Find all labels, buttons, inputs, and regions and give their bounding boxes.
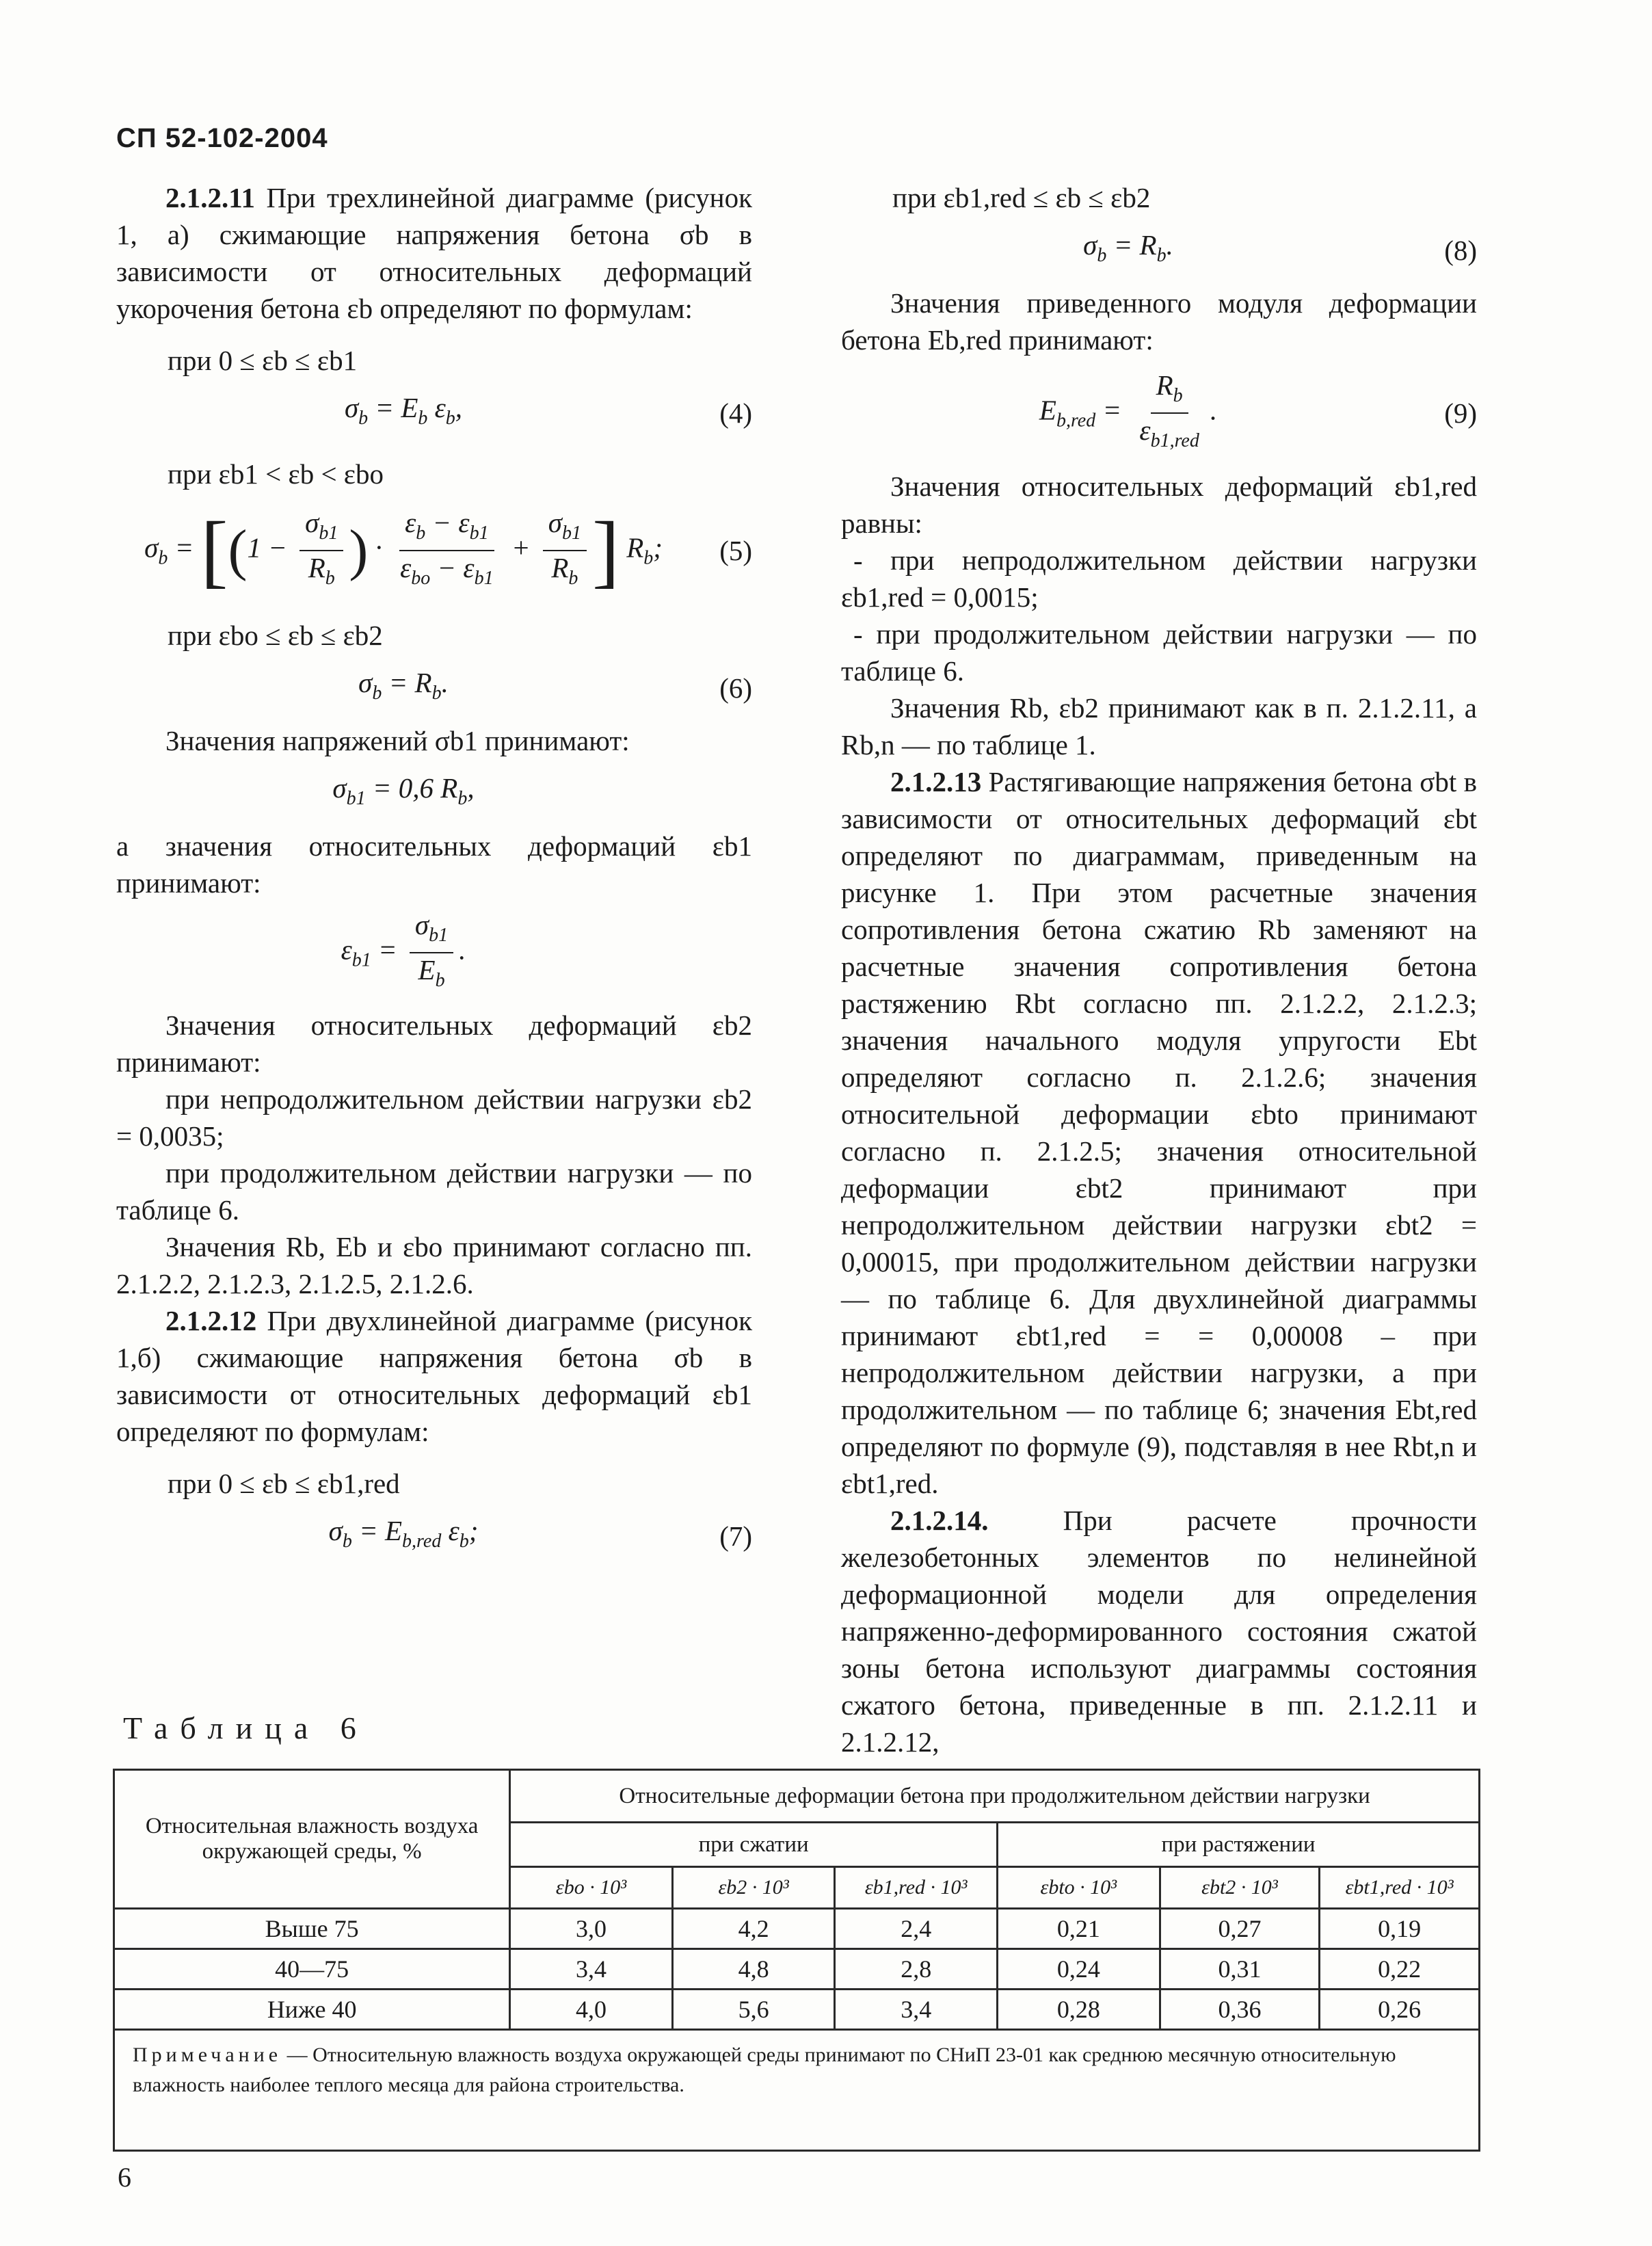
formula-number: (9) <box>1444 397 1477 429</box>
note-text: — Относительную влажность воздуха окружающей среды принимают по СНиП 23-01 как среднюю месячную относительную влажность наиболее теплого месяца для района строительства. <box>133 2044 1396 2096</box>
table-6 <box>113 1769 1480 2152</box>
paragraph-2-1-2-11: 2.1.2.11 При трехлинейной диаграмме (рисунок 1, а) сжимающие напряжения бетона σb в зависимости от относительных деформаций укорочения бетона εb определяют по формулам: <box>116 182 752 324</box>
formula-number: (7) <box>719 1520 752 1552</box>
left-column <box>116 179 752 1570</box>
paragraph-short-load: при непродолжительном действии нагрузки εb2 = 0,0035; <box>116 1083 752 1152</box>
row-label: 40—75 <box>114 1949 510 1990</box>
condition-1: при 0 ≤ εb ≤ εb1 <box>168 345 358 376</box>
table-cell: 0,24 <box>998 1949 1160 1990</box>
row-label: Выше 75 <box>114 1909 510 1949</box>
table-cell: 0,26 <box>1320 1990 1480 2030</box>
condition-5: при εb1,red ≤ εb ≤ εb2 <box>892 182 1151 213</box>
table-cell: 4,8 <box>672 1949 835 1990</box>
formula-6: $\sigma_b = R_b$. (6) <box>116 661 752 715</box>
paragraph-eps-b1: а значения относительных деформаций εb1 принимают: <box>116 830 752 899</box>
note-label: Примечание <box>133 2044 282 2066</box>
group-header-cell: Относительные деформации бетона при продолжительном действии нагрузки <box>510 1770 1480 1823</box>
formula-7: $\sigma_b = E_{b,red}$ $\varepsilon_b$; (7) <box>116 1509 752 1563</box>
formula-number: (5) <box>719 535 752 566</box>
paragraph-2-1-2-13: 2.1.2.13 Растягивающие напряжения бетона σbt в зависимости от относительных деформаций εbt определяют по диаграммам, приведенным на рисунке 1. При этом расчетные значения сопротивления бетона сжатию Rb заменяют на расчетные значения сопротивления бетона растяжению Rbt согласно пп. 2.1.2.2, 2.1.2.3; значения начального модуля упругости Ebt определяют согласно п. 2.1.2.6; значения относительной деформации εbto принимают согласно п. 2.1.2.5; значения относительной деформации εbt2 принимают при непродолжительном действии нагрузки εbt2 = 0,00015, при продолжительном действии нагрузки — по таблице 6. Для двухлинейной диаграммы принимают εbt1,red = = 0,00008 – при непродолжительном действии нагрузки, а при продолжительном — по таблице 6; значения Ebt,red определяют по формуле (9), подставляя в нее Rbt,n и εbt1,red. <box>841 766 1478 1499</box>
paragraph-eps-b1-red: Значения относительных деформаций εb1,red равны: <box>841 471 1477 539</box>
row-label: Ниже 40 <box>114 1990 510 2030</box>
table-cell: 4,0 <box>510 1990 673 2030</box>
subheader-compression: при сжатии <box>510 1823 998 1867</box>
formula-9: $E_{b,red}$ = $\frac{R_b}{\varepsilon_{b1,red}}$ . (9) <box>1039 369 1477 451</box>
column-header: εbt1,red · 10³ <box>1320 1867 1480 1909</box>
row-header-cell: Относительная влажность воздуха окружающей среды, % <box>114 1770 510 1909</box>
table-cell: 3,4 <box>835 1990 998 2030</box>
paragraph-2-1-2-12: 2.1.2.12 При двухлинейной диаграмме (рисунок 1,б) сжимающие напряжения бетона σb в зависимости от относительных деформаций εb1 определяют по формулам: <box>116 1305 752 1447</box>
table-cell: 0,31 <box>1160 1949 1320 1990</box>
section-number: 2.1.2.11 <box>165 182 255 213</box>
table-cell: 2,4 <box>835 1909 998 1949</box>
column-header: εb1,red · 10³ <box>835 1867 998 1909</box>
paragraph-sigma-b1: Значения напряжений σb1 принимают: <box>165 725 630 756</box>
table-row <box>114 1909 1480 1949</box>
table-cell: 3,0 <box>510 1909 673 1949</box>
formula-8: $\sigma_b = R_b$. (8) <box>841 223 1477 278</box>
formula-number: (8) <box>1444 235 1477 266</box>
column-header: εbt2 · 10³ <box>1160 1867 1320 1909</box>
document-code: СП 52-102-2004 <box>116 123 328 153</box>
table-cell: 0,22 <box>1320 1949 1480 1990</box>
subheader-tension: при растяжении <box>998 1823 1480 1867</box>
condition-4: при 0 ≤ εb ≤ εb1,red <box>168 1468 400 1499</box>
column-header: εbto · 10³ <box>998 1867 1160 1909</box>
column-header: εb2 · 10³ <box>672 1867 835 1909</box>
table-cell: 2,8 <box>835 1949 998 1990</box>
table-cell: 0,21 <box>998 1909 1160 1949</box>
table-cell: 0,36 <box>1160 1990 1320 2030</box>
table-cell: 0,27 <box>1160 1909 1320 1949</box>
table-cell: 4,2 <box>672 1909 835 1949</box>
paragraph-eb-red: Значения приведенного модуля деформации бетона Eb,red принимают: <box>841 287 1477 356</box>
table-cell: 3,4 <box>510 1949 673 1990</box>
section-number: 2.1.2.14. <box>890 1505 989 1536</box>
page-number: 6 <box>118 2162 131 2193</box>
table-row <box>114 1990 1480 2030</box>
formula-number: (4) <box>719 397 752 429</box>
paragraph-values-rb-eps: Значения Rb, εb2 принимают как в п. 2.1.2.11, а Rb,n — по таблице 1. <box>841 692 1477 761</box>
condition-2: при εb1 < εb < εbo <box>168 458 384 490</box>
formula-sigma-b1: $\sigma_{b1} = 0,6$ $R_b$, <box>332 772 475 809</box>
list-item-short-load: - при непродолжительном действии нагрузки εb1,red = 0,0015; <box>841 544 1477 613</box>
paragraph-values-rb: Значения Rb, Eb и εbo принимают согласно пп. 2.1.2.2, 2.1.2.3, 2.1.2.5, 2.1.2.6. <box>116 1231 752 1299</box>
section-number: 2.1.2.12 <box>165 1305 257 1336</box>
formula-5: $\sigma_b = [(1$ − $\frac{\sigma_{b1}}{R_b}$ ) · $\frac{\varepsilon_b - \varepsilon_{b1}}{\varepsilon_{bo} - \varepsilon_{b1}}$ + $\frac{\sigma_{b1}}{R_b}$ ] $R_b$; (5) <box>144 505 752 596</box>
table-cell: 0,19 <box>1320 1909 1480 1949</box>
section-number: 2.1.2.13 <box>890 766 982 797</box>
paragraph-2-1-2-14: 2.1.2.14. При расчете прочности железобетонных элементов по нелинейной деформационной модели для определения напряженно-деформированного состояния сжатой зоны бетона используют диаграммы состояния сжатого бетона, приведенные в пп. 2.1.2.11 и 2.1.2.12, <box>841 1505 1477 1758</box>
paragraph-eps-b2: Значения относительных деформаций εb2 принимают: <box>116 1009 752 1078</box>
formula-eps-b1: $\varepsilon_{b1}$ = $\frac{\sigma_{b1}}{E_b}$ . <box>341 909 466 991</box>
table-cell: 5,6 <box>672 1990 835 2030</box>
list-item-long-load: - при продолжительном действии нагрузки — по таблице 6. <box>841 618 1477 687</box>
formula-4: $\sigma_b = E_b$ $\varepsilon_b$, (4) <box>116 386 752 440</box>
table-caption: Таблица 6 <box>123 1710 369 1745</box>
right-column <box>841 179 1477 1760</box>
formula-number: (6) <box>719 672 752 704</box>
column-header: εbo · 10³ <box>510 1867 673 1909</box>
table-note <box>114 2030 1480 2151</box>
table-row <box>114 1949 1480 1990</box>
table-cell: 0,28 <box>998 1990 1160 2030</box>
condition-3: при εbo ≤ εb ≤ εb2 <box>168 620 383 651</box>
paragraph-long-load: при продолжительном действии нагрузки — по таблице 6. <box>116 1157 752 1226</box>
